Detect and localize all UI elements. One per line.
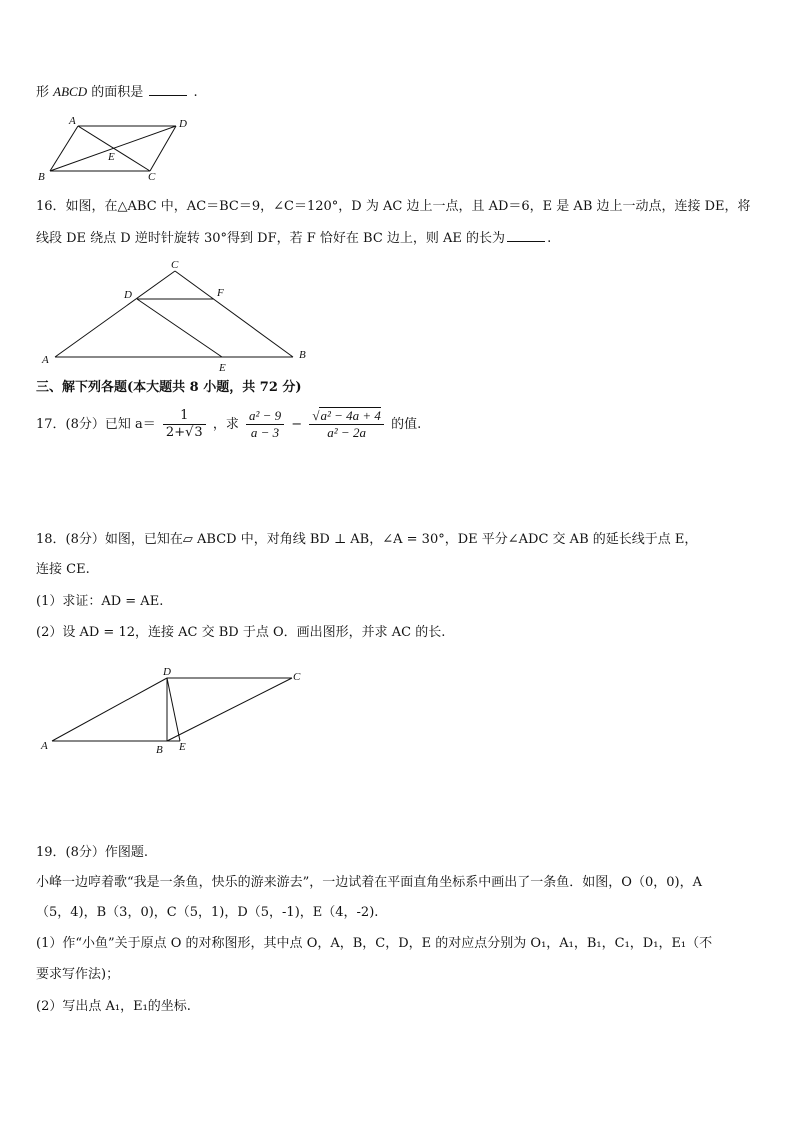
label-d: D [163, 666, 171, 678]
q19-line5: 要求写作法)； [36, 967, 120, 982]
q16-line1: 16．如图，在△ABC 中，AC＝BC＝9，∠C＝120°，D 为 AC 边上一点，且 AD＝6，E 是 AB 边上一动点，连接 DE，将 [36, 199, 751, 214]
edge-ad [52, 678, 167, 741]
q16-line2-text: 线段 DE 绕点 D 逆时针旋转 30°得到 DF，若 F 恰好在 BC 边上，则 AE 的长为 [36, 231, 506, 246]
label-e: E [219, 362, 226, 374]
q19-line4: (1）作“小鱼”关于原点 O 的对称图形，其中点 O，A，B，C，D，E 的对应点分别为 O₁，A₁，B₁，C₁，D₁，E₁（不 [36, 936, 713, 951]
q17-mid: ，求 [212, 417, 239, 432]
label-d: D [179, 118, 187, 130]
label-a: A [41, 740, 48, 752]
q18-part2: (2）设 AD = 12，连接 AC 交 BD 于点 O．画出图形，并求 AC 的长. [36, 625, 446, 640]
label-a: A [42, 354, 49, 366]
fraction-a-denominator: 2+√3 [165, 425, 203, 440]
edge-cb [167, 678, 292, 741]
label-c: C [293, 671, 301, 683]
label-c: C [171, 259, 179, 271]
q18-line1: 18．(8分）如图，已知在▱ ABCD 中，对角线 BD ⊥ AB，∠A = 30°，DE 平分∠ADC 交 AB 的延长线于点 E， [36, 532, 698, 547]
q15-tail-prefix: 形 [36, 85, 50, 100]
label-d: D [124, 289, 132, 301]
q19-line2: 小峰一边哼着歌“我是一条鱼，快乐的游来游去”，一边试着在平面直角坐标系中画出了一条鱼．如图，O（0，0)，A [36, 875, 702, 890]
segment-de [167, 678, 180, 741]
q16-line2-end: . [547, 231, 552, 246]
q17-suffix: 的值. [391, 417, 422, 432]
q18-part1: (1）求证：AD = AE. [36, 594, 164, 609]
fraction-expr-2-denominator: a² − 2a [327, 425, 366, 440]
section-heading: 三、解下列各题(本大题共 8 小题，共 72 分) [36, 380, 302, 395]
fraction-expr-1-denominator: a − 3 [250, 425, 280, 440]
label-b: B [299, 349, 306, 361]
label-c: C [148, 171, 156, 183]
label-a: A [69, 115, 76, 127]
q15-tail-suffix: 的面积是 [91, 85, 144, 100]
q19-line3: （5，4)，B（3，0)，C（5，1)，D（5，-1)，E（4，-2). [36, 905, 379, 920]
fraction-expr-2-numerator: √a² − 4a + 4 [309, 408, 384, 425]
label-b: B [156, 744, 163, 756]
fraction-a-numerator: 1 [163, 408, 206, 425]
q19-line1: 19．(8分）作图题. [36, 845, 149, 860]
label-b: B [38, 171, 45, 183]
sqrt-radicand: a² − 4a + 4 [320, 408, 381, 423]
sqrt-radicand: 3 [194, 425, 203, 440]
label-e: E [179, 741, 186, 753]
q15-figure-name: ABCD [53, 84, 88, 99]
q17-prefix: 17．(8分）已知 a＝ [36, 417, 156, 432]
minus-sign: − [291, 417, 303, 432]
label-f: F [217, 287, 224, 299]
fraction-expr-1-numerator: a² − 9 [246, 408, 284, 425]
denominator-term: 2+ [165, 425, 186, 440]
q19-line6: (2）写出点 A₁，E₁的坐标. [36, 999, 191, 1014]
q15-tail-end: . [193, 85, 198, 100]
label-e: E [108, 151, 115, 163]
q18-line2: 连接 CE. [36, 562, 90, 577]
